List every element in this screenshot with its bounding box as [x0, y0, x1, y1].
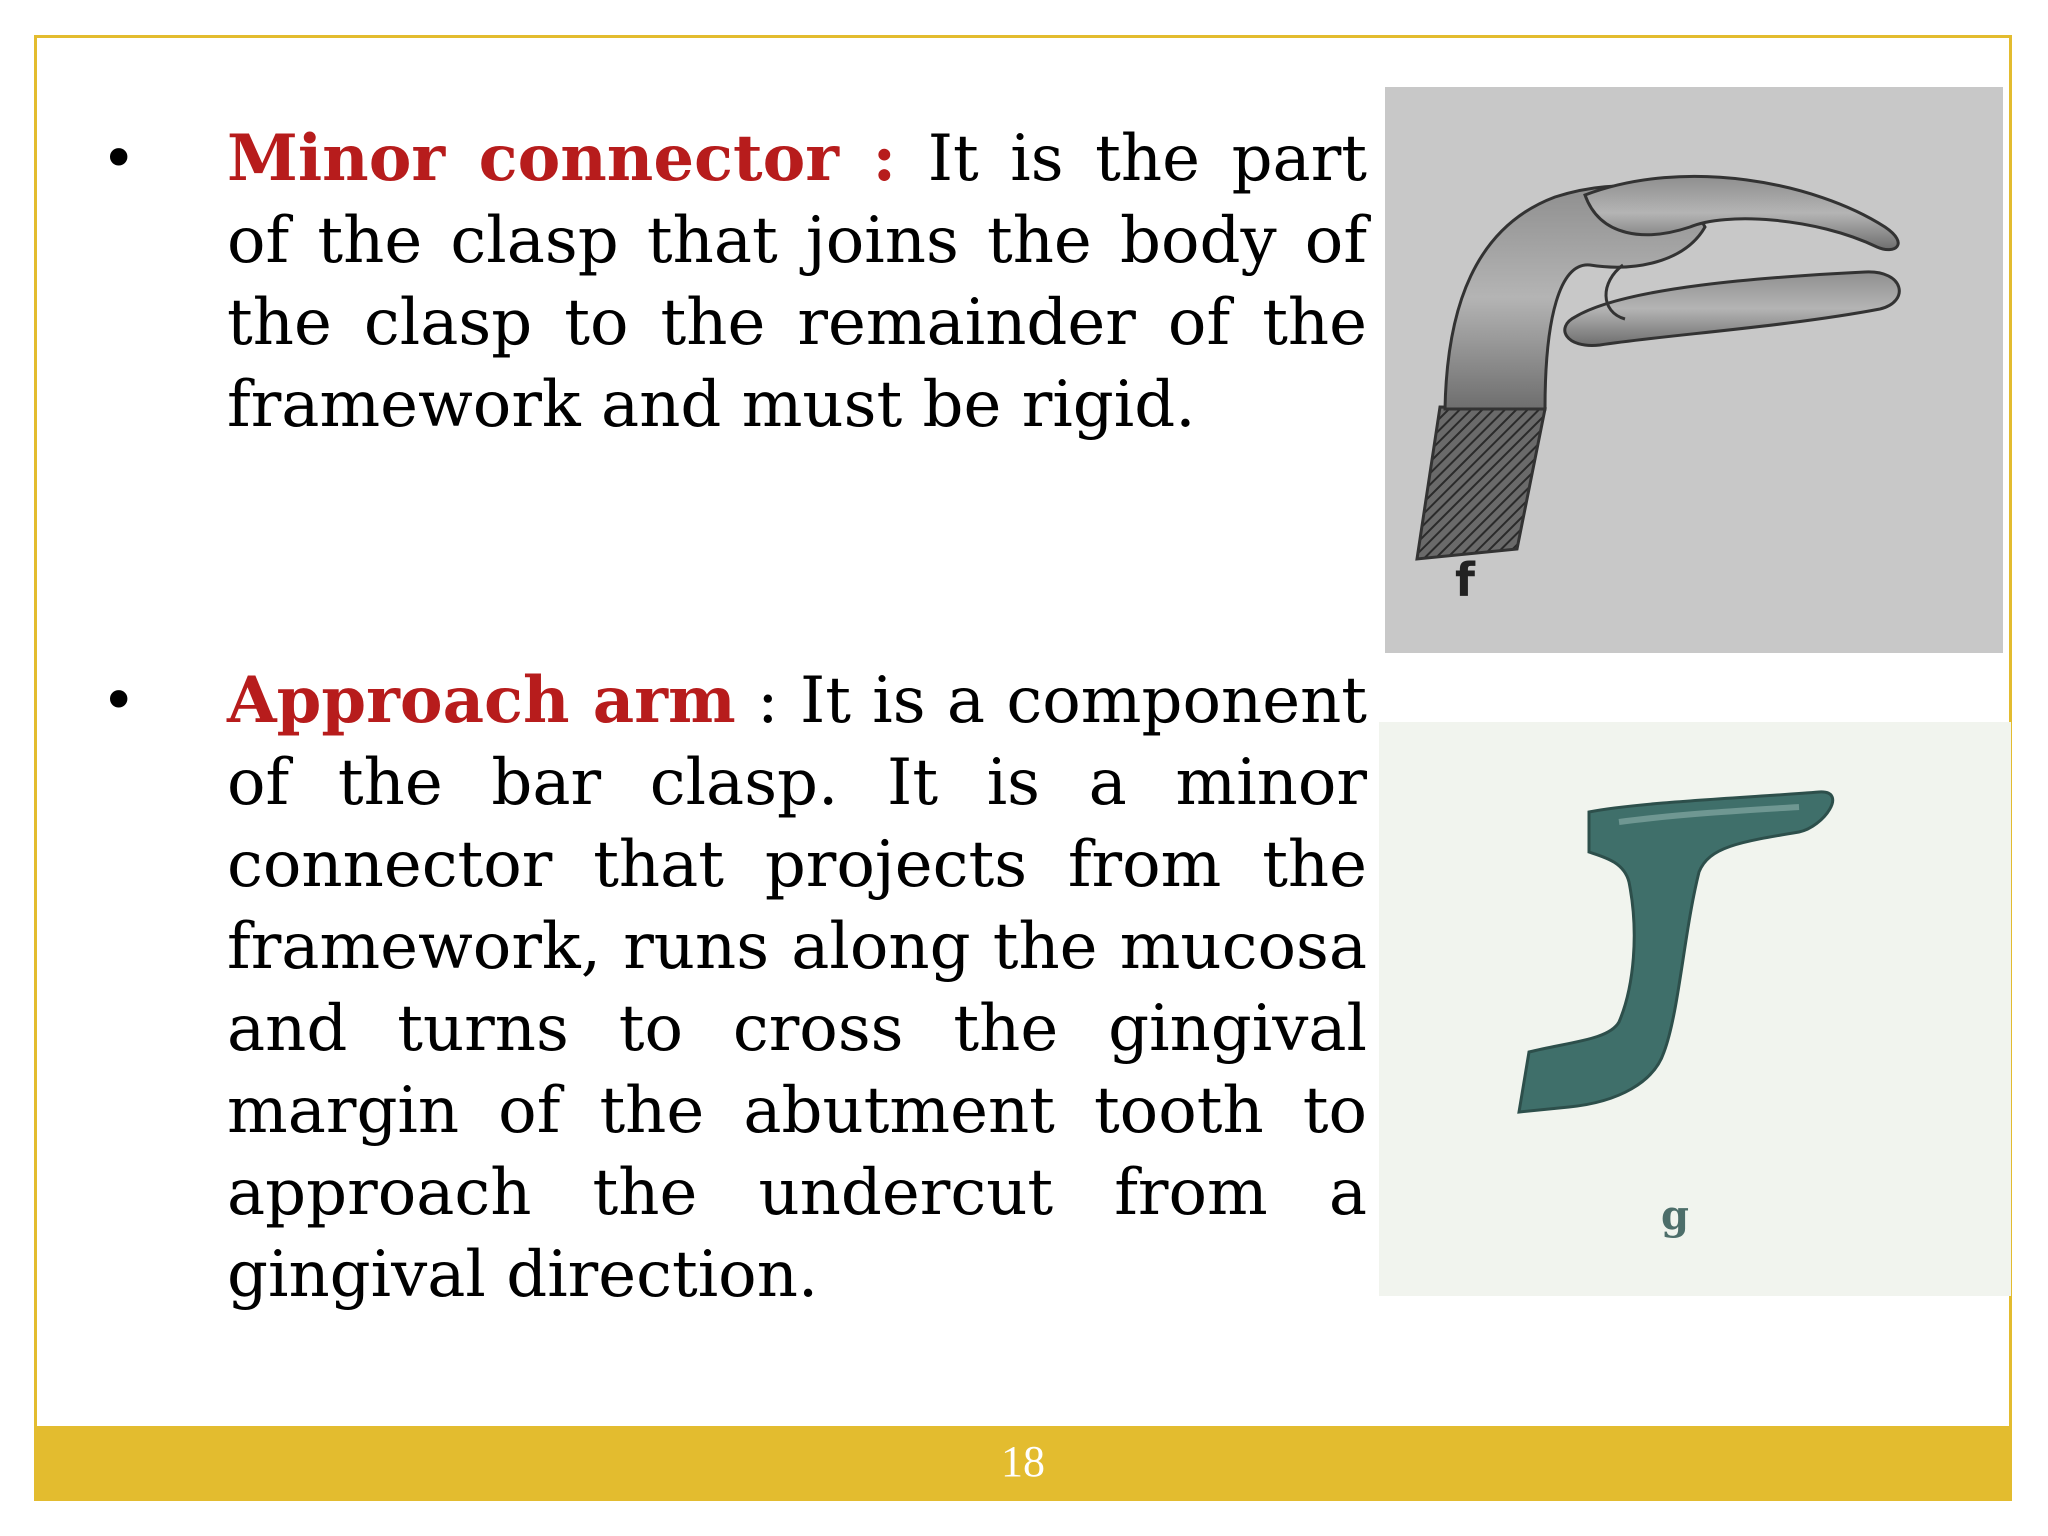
circumferential-clasp-illustration-icon — [1385, 87, 2003, 653]
bar-clasp-approach-arm-illustration-icon — [1379, 722, 2011, 1296]
term-minor-connector: Minor connector : — [227, 121, 897, 196]
bullet-paragraph — [227, 660, 1367, 1316]
page-number: 18 — [1001, 1437, 1045, 1486]
bullet-approach-arm — [37, 660, 1397, 1312]
definition-approach-arm: : It is a component of the bar clasp. It is a minor connector that projects from the framework, runs along the mucosa and turns to cross the gingival margin of the abutment tooth to approach the undercut from a gingival direction. — [227, 664, 1368, 1312]
bullet-dot: • — [101, 124, 137, 194]
bullet-paragraph — [227, 118, 1367, 446]
figure-label-f: f — [1455, 553, 1476, 607]
figure-g — [1379, 722, 2011, 1296]
bullet-dot: • — [101, 666, 137, 736]
definition-minor-connector: It is the part of the clasp that joins the body of the clasp to the remainder of the framework and must be rigid. — [227, 122, 1367, 442]
slide — [34, 35, 2012, 1501]
term-approach-arm: Approach arm — [227, 663, 736, 738]
figure-label-g: g — [1661, 1192, 1689, 1239]
footer-bar — [37, 1426, 2009, 1498]
figure-f — [1385, 87, 2003, 653]
bullet-minor-connector — [37, 118, 1397, 478]
